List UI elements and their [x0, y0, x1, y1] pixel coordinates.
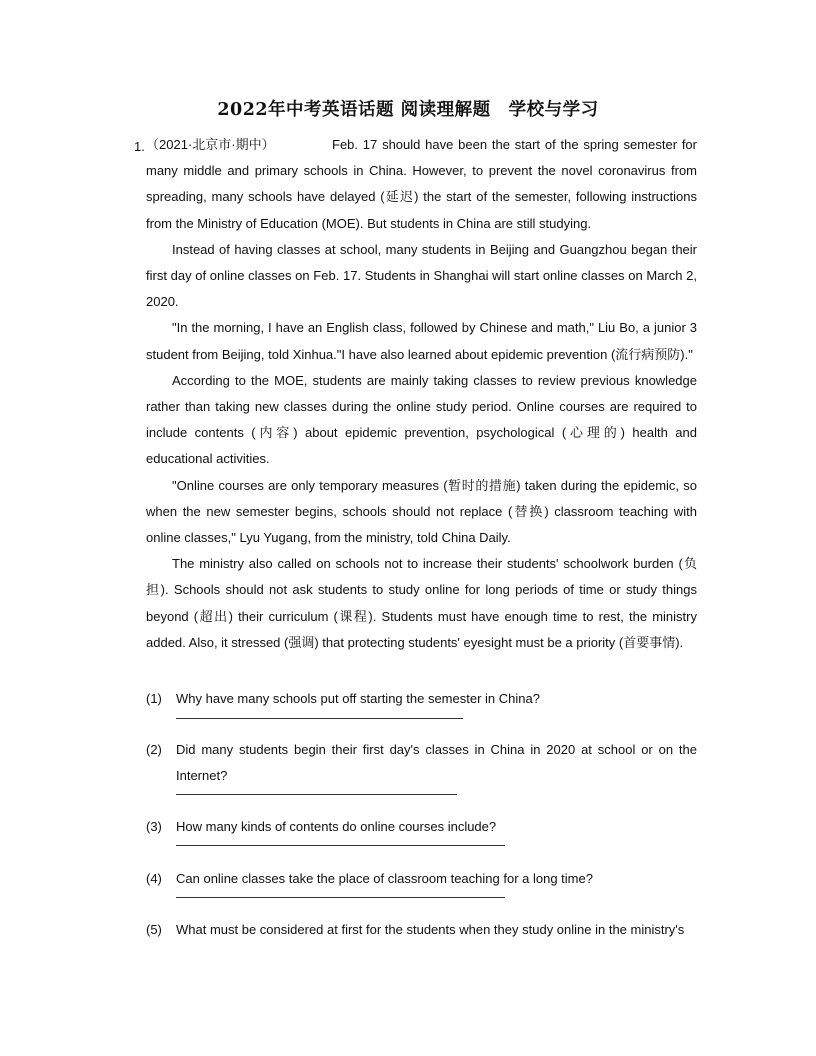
document-title: 2022年中考英语话题 阅读理解题 学校与学习 [217, 100, 599, 120]
sub-question-text: Why have many schools put off starting the semester in China? [176, 691, 540, 706]
question-source: （2021·北京市·期中） [146, 137, 275, 152]
sub-question [146, 814, 697, 846]
sub-question-number: (4) [146, 871, 162, 886]
sub-question [146, 917, 697, 943]
passage-paragraph: "Online courses are only temporary measures (暂时的措施) taken during the epidemic, so when the new semester begins, schools should not replace (替换) classroom teaching with online classes," Lyu Yugang, from the ministry, told China Daily. [146, 477, 697, 546]
reading-passage [146, 132, 697, 656]
passage-paragraph: The ministry also called on schools not to increase their students' schoolwork burden (负担). Schools should not ask students to study online for long periods of time or study things beyond (超出) their curriculum (课程). Students must have enough time to rest, the ministry added. Also, it stressed (强调) that protecting students' eyesight must be a priority (首要事情). [146, 556, 697, 650]
sub-question [146, 866, 697, 898]
sub-question [146, 686, 697, 719]
sub-question-number: (3) [146, 819, 162, 834]
sub-question-text: How many kinds of contents do online courses include? [176, 819, 497, 834]
passage-paragraph: "In the morning, I have an English class, followed by Chinese and math," Liu Bo, a junior 3 student from Beijing, told Xinhua."I have also learned about epidemic prevention (流行病预防)." [146, 320, 697, 362]
sub-question-text: What must be considered at first for the students when they study online in the ministry's [176, 922, 685, 937]
sub-question-number: (2) [146, 742, 162, 757]
answer-line[interactable] [176, 897, 505, 898]
answer-line[interactable] [176, 718, 463, 719]
sub-question [146, 737, 697, 795]
answer-line[interactable] [176, 845, 505, 846]
sub-question-number: (5) [146, 922, 162, 937]
sub-question-text: Did many students begin their first day's classes in China in 2020 at school or on the Internet? [176, 742, 697, 783]
passage-paragraph: According to the MOE, students are mainly taking classes to review previous knowledge rather than taking new classes during the online study period. Online courses are required to include contents (内容) about epidemic prevention, psychological (心理的) health and educational activities. [146, 372, 697, 467]
sub-question-number: (1) [146, 691, 162, 706]
passage-paragraph: （2021·北京市·期中） Feb. 17 should have been the start of the spring semester for many middle and primary schools in China. However, to prevent the novel coronavirus from spreading, many schools have delayed (延迟) the start of the semester, following instructions from the Ministry of Education (MOE). But students in China are still studying. [146, 132, 697, 237]
sub-question-text: Can online classes take the place of classroom teaching for a long time? [176, 871, 593, 886]
passage-paragraph: Instead of having classes at school, many students in Beijing and Guangzhou began their first day of online classes on Feb. 17. Students in Shanghai will start online classes on March 2, 2020. [146, 241, 697, 310]
question-number: 1. [134, 139, 145, 154]
answer-line[interactable] [176, 794, 457, 795]
